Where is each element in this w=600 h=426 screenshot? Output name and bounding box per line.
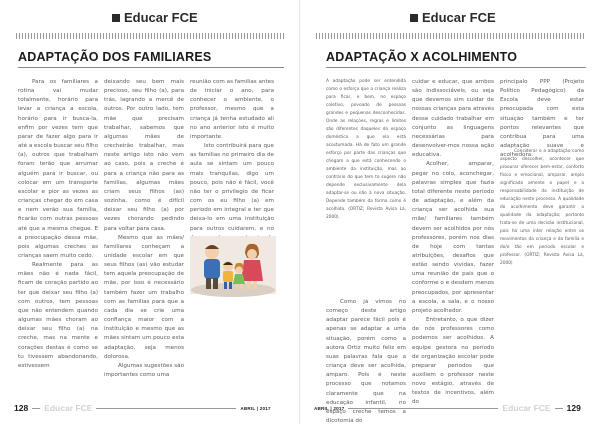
page-number: 128 [14,403,29,413]
text-column-2 [412,78,494,406]
square-icon [410,14,418,22]
square-icon [112,14,120,22]
title-underline [326,67,586,68]
quote-paragraph: A adaptação pode ser entendida como o esforço que a criança realiza para ficar, e bem, no espaço coletivo, povoado de pessoas grandes e pequenas desconhecidas. Onde as relações, regras e limites são diferentes daqueles do espaço doméstico a que ela está acostumada. Há de fato um grande esforço por parte das crianças que chegam a que está conhecendo o ambiente da instituição, mas ao contrário do que tem to sugere não depende exclusivamente dela adaptar-se ou não à nova situação. Depende também da forma como é acolhida. (ORTIZ; Revista Avisa Lá, 2000). [326,79,406,220]
footer-rule [96,408,236,409]
paragraph: Realmente para as mães não é nada fácil, ficam de coração partido ao ter que deixar seu filho (a) com outros, tem pessoas que não entendem quando algumas mães choram ao deixar seu filho (a) na creche, mas na mente e corações destas é como se tu tivessem abandonando, estivessem [18,262,98,369]
text-column-3 [500,78,584,159]
footer-divider [555,408,563,409]
paragraph: Entretanto, o que dizer de nós professores como podemos ser acolhidos. A equipe gestora no período de organização escolar pode preparar periodos que auxiliem o professor neste novo estágio, através de textos de incentivos, além do [412,317,494,406]
magazine-brand [410,10,496,25]
brand-label: Educar FCE [124,10,198,25]
paragraph: principalo PPP (Projeto Político Pedagógico) da Escola deve estar preocupada com esta situação também e ter pontos relevantes que contribua para uma adaptação suave e acolhedora. [500,79,584,159]
paragraph: reunião com as familias antes de iniciar o ano, para conhecer o ambiente, o professor, mesmo que a criança já tenha estudado ali no ano anterior isto é muito importante. [190,79,274,140]
paragraph: Mesmo que as mães/ familiares conheçam a unidade escolar em que seus filhos (as) vão estudar tem aquela preocupação de mãe, por isso é necessário também fazer um trabalho com as familias para que a cada dia se crie uma confiança maior com a instituição e mesmo que as mães sintam um pouco esta adaptação, seja menos dolorosa. [104,234,184,360]
page-footer [14,402,271,414]
title-underline [18,67,284,68]
header-dash-rule [316,33,584,39]
brand-label: Educar FCE [422,10,496,25]
paragraph: deixando seu bem mais precioso, seu filho (a), para trás, lagrando a mercê de outros. Por outro lado, tem mãe que precisam trabalhar, sabemos que algumas mães de crecheirão trabalhar, mas neste artigo isto não vem ao caso, pois a creche é para a criança não para as familias, algumas mães criam seus filhos (as) sozinha, como é difícil deixar seu filho (a) por vezes chorando pedindo para voltar para casa. [104,79,184,232]
family-figurines-photo [190,236,276,294]
quote-paragraph: Considerar o a adaptação como aspecto descolher, acontecer que proourar oferecer bem-estar, conforto físico e emocional, amparar, amplo significado amente o papel e a responsabilidade da instituição de educação neste processo. A qualidade do acolhimento deve garantir a qualidade da adaptação; portanto trata-se de uma decisão institucional, pois há uma inter relação entre os movimentos da criança e da família e do/o tão em período escolar e professor. (ORTIZ; Revista Avisa Lá, 2000) [500,149,584,266]
magazine-brand [112,10,198,25]
paragraph: Acolher, amparar, pegar no colo, aconchegar, palavras simples que fazia total diferente neste período de adaptação, e além da criança ser acolhida sua mãe/ familiares também devem ser acolhidos por nós professores, porém nos dias de hoje com tantas atribuições, desafios que estão sendo vividas, fazer uma reunião de pais que o conforme o e desdem menos preocupados, por apresentar a escola, a sala, e o nosso projeto acolhedor. [412,161,494,314]
paragraph: Como já vimos no começo deste artigo adaptar parece fácil pois é apenas se adaptar a uma situação, porém como a autora Ortiz muito feliz em suas palavras fala que a criança deve ser acolhida, amparo. Pois é neste processo que notamos claramente que na educação infantil, no espaço creche temos a dicotomia do [326,299,406,425]
paragraph: cuidar e educar, que ambos são indissociáveis, ou seja que devemos sim cuidar de nossas crianças para através desse cuidado trabalhar em conjunto as linguagens necessárias para desenvolver-mos nossa ação educativa. [412,79,494,159]
text-column-2 [104,78,184,406]
article-title: ADAPTAÇÃO DOS FAMILIARES [18,50,212,64]
page-number: 129 [566,403,581,413]
header-dash-rule [16,33,284,39]
right-page [300,0,600,424]
quote-column-1 [326,78,406,298]
article-title: ADAPTAÇÃO X ACOLHIMENTO [326,50,518,64]
text-column-1 [18,78,98,406]
footer-divider [32,408,40,409]
figurines-illustration [190,236,276,294]
paragraph: Para os familiares a rotina vai mudar totalmente, horário para levar a criança a escola, horário para ir busca-la, enfim por vezes tem que parar de fazer algo para ir até a escola buscar seu filho (a), outros que trabalham foram terão que arrumar alguém para ir buscar, ou colocar em um transporte escolar e pior as vezes as crianças chegar do em casa e nem verão sua família, ficarão com outras pessoas até que a mesma chegue. E a preocupação dessa mãe, pois algumas creches as crianças saem muito cedo. [18,79,98,259]
text-column-3 [190,78,274,232]
footer-rule [348,408,498,409]
quote-column-3 [500,148,584,278]
footer-date: ABRIL | 2017 [240,405,271,411]
paragraph: Algumas sugestões são importantes como uma [104,362,184,378]
footer-brand: Educar FCE [44,403,93,413]
page-footer [314,402,581,414]
footer-date: ABRIL | 2017 [314,405,345,411]
paragraph: Isto contribuirá para que as familias no primeiro dia de aula se sintam um pouco mais tranquilas, digo um pouco, pois não é fácil, você não ter o privilegio de ficar com os eu filho (a) em periodo em integral e ter que deixa-lo em uma instituição para outros cuidarem, e no [190,143,274,232]
left-page [0,0,300,424]
footer-brand: Educar FCE [502,403,551,413]
